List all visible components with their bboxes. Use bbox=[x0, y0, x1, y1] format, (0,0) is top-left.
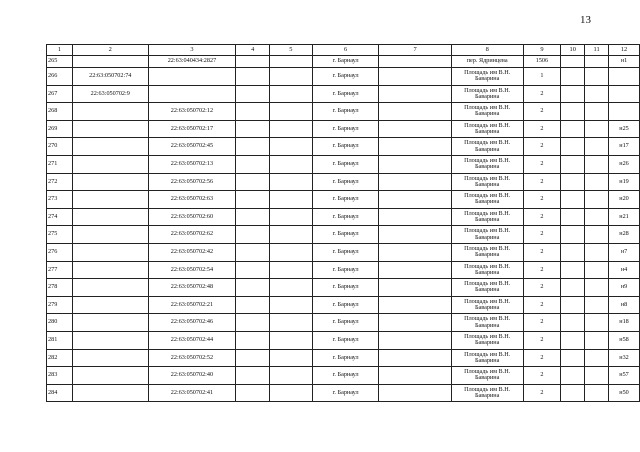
column-11-cell bbox=[585, 261, 609, 279]
city-cell: г. Барнаул bbox=[312, 331, 379, 349]
column-10-cell bbox=[561, 208, 585, 226]
prior-cadastral-number-cell bbox=[72, 296, 148, 314]
table-row bbox=[47, 384, 640, 402]
table-row bbox=[47, 120, 640, 138]
number-cell: 2 bbox=[523, 349, 561, 367]
column-5-cell bbox=[270, 243, 313, 261]
row-number-cell: 282 bbox=[47, 349, 73, 367]
table-row bbox=[47, 138, 640, 156]
column-5-cell bbox=[270, 191, 313, 209]
city-cell: г. Барнаул bbox=[312, 367, 379, 385]
column-10-cell bbox=[561, 120, 585, 138]
prior-cadastral-number-cell: 22:63:050702:74 bbox=[72, 68, 148, 86]
city-cell: г. Барнаул bbox=[312, 349, 379, 367]
column-5-cell bbox=[270, 314, 313, 332]
city-cell: г. Барнаул bbox=[312, 68, 379, 86]
cadastral-number-cell: 22:63:050702:42 bbox=[148, 243, 236, 261]
column-10-cell bbox=[561, 68, 585, 86]
city-cell: г. Барнаул bbox=[312, 279, 379, 297]
row-number-cell: 279 bbox=[47, 296, 73, 314]
table-row bbox=[47, 208, 640, 226]
row-number-cell: 278 bbox=[47, 279, 73, 297]
designation-cell bbox=[609, 68, 640, 86]
prior-cadastral-number-cell bbox=[72, 314, 148, 332]
column-11-cell bbox=[585, 296, 609, 314]
table-row bbox=[47, 103, 640, 121]
designation-cell bbox=[609, 103, 640, 121]
number-cell: 2 bbox=[523, 331, 561, 349]
column-5-cell bbox=[270, 296, 313, 314]
column-header: 2 bbox=[72, 45, 148, 56]
column-10-cell bbox=[561, 384, 585, 402]
column-5-cell bbox=[270, 173, 313, 191]
column-11-cell bbox=[585, 56, 609, 68]
number-cell: 2 bbox=[523, 208, 561, 226]
city-cell: г. Барнаул bbox=[312, 191, 379, 209]
header-row bbox=[47, 45, 640, 56]
row-number-cell: 284 bbox=[47, 384, 73, 402]
table-row bbox=[47, 191, 640, 209]
row-number-cell: 280 bbox=[47, 314, 73, 332]
column-7-cell bbox=[379, 261, 451, 279]
table-row bbox=[47, 243, 640, 261]
column-header: 9 bbox=[523, 45, 561, 56]
number-cell: 2 bbox=[523, 173, 561, 191]
column-10-cell bbox=[561, 191, 585, 209]
column-header: 3 bbox=[148, 45, 236, 56]
column-11-cell bbox=[585, 120, 609, 138]
column-7-cell bbox=[379, 138, 451, 156]
row-number-cell: 265 bbox=[47, 56, 73, 68]
column-7-cell bbox=[379, 331, 451, 349]
prior-cadastral-number-cell bbox=[72, 120, 148, 138]
cadastral-number-cell: 22:63:050702:48 bbox=[148, 279, 236, 297]
number-cell: 2 bbox=[523, 120, 561, 138]
designation-cell bbox=[609, 85, 640, 103]
column-5-cell bbox=[270, 331, 313, 349]
column-10-cell bbox=[561, 226, 585, 244]
prior-cadastral-number-cell bbox=[72, 191, 148, 209]
column-4-cell bbox=[236, 279, 270, 297]
column-7-cell bbox=[379, 243, 451, 261]
designation-cell: н7 bbox=[609, 243, 640, 261]
city-cell: г. Барнаул bbox=[312, 243, 379, 261]
column-10-cell bbox=[561, 261, 585, 279]
city-cell: г. Барнаул bbox=[312, 314, 379, 332]
cadastral-number-cell bbox=[148, 85, 236, 103]
number-cell: 2 bbox=[523, 85, 561, 103]
column-11-cell bbox=[585, 155, 609, 173]
prior-cadastral-number-cell bbox=[72, 173, 148, 191]
column-7-cell bbox=[379, 314, 451, 332]
cadastral-number-cell: 22:63:050702:40 bbox=[148, 367, 236, 385]
cadastral-number-cell: 22:63:050702:44 bbox=[148, 331, 236, 349]
address-cell: Площадь им В.Н. Баварина bbox=[451, 191, 523, 209]
prior-cadastral-number-cell bbox=[72, 103, 148, 121]
row-number-cell: 269 bbox=[47, 120, 73, 138]
column-4-cell bbox=[236, 296, 270, 314]
column-7-cell bbox=[379, 296, 451, 314]
cadastral-number-cell bbox=[148, 68, 236, 86]
prior-cadastral-number-cell bbox=[72, 331, 148, 349]
column-11-cell bbox=[585, 384, 609, 402]
address-cell: Площадь им В.Н. Баварина bbox=[451, 103, 523, 121]
number-cell: 1 bbox=[523, 68, 561, 86]
column-10-cell bbox=[561, 296, 585, 314]
designation-cell: н4 bbox=[609, 261, 640, 279]
designation-cell: н1 bbox=[609, 56, 640, 68]
prior-cadastral-number-cell bbox=[72, 138, 148, 156]
column-11-cell bbox=[585, 191, 609, 209]
column-10-cell bbox=[561, 155, 585, 173]
row-number-cell: 273 bbox=[47, 191, 73, 209]
column-5-cell bbox=[270, 85, 313, 103]
designation-cell: н25 bbox=[609, 120, 640, 138]
column-11-cell bbox=[585, 349, 609, 367]
column-4-cell bbox=[236, 367, 270, 385]
prior-cadastral-number-cell bbox=[72, 384, 148, 402]
address-cell: Площадь им В.Н. Баварина bbox=[451, 226, 523, 244]
prior-cadastral-number-cell bbox=[72, 155, 148, 173]
address-cell: Площадь им В.Н. Баварина bbox=[451, 85, 523, 103]
column-header: 1 bbox=[47, 45, 73, 56]
column-11-cell bbox=[585, 208, 609, 226]
cadastral-number-cell: 22:63:050702:54 bbox=[148, 261, 236, 279]
address-cell: Площадь им В.Н. Баварина bbox=[451, 68, 523, 86]
column-5-cell bbox=[270, 384, 313, 402]
column-7-cell bbox=[379, 191, 451, 209]
column-10-cell bbox=[561, 367, 585, 385]
column-4-cell bbox=[236, 85, 270, 103]
table-row bbox=[47, 367, 640, 385]
column-7-cell bbox=[379, 367, 451, 385]
row-number-cell: 270 bbox=[47, 138, 73, 156]
prior-cadastral-number-cell bbox=[72, 226, 148, 244]
column-header: 11 bbox=[585, 45, 609, 56]
designation-cell: н28 bbox=[609, 226, 640, 244]
address-cell: Площадь им В.Н. Баварина bbox=[451, 261, 523, 279]
number-cell: 2 bbox=[523, 261, 561, 279]
city-cell: г. Барнаул bbox=[312, 56, 379, 68]
row-number-cell: 276 bbox=[47, 243, 73, 261]
cadastral-number-cell: 22:63:050702:13 bbox=[148, 155, 236, 173]
column-7-cell bbox=[379, 56, 451, 68]
number-cell: 2 bbox=[523, 384, 561, 402]
prior-cadastral-number-cell bbox=[72, 279, 148, 297]
cadastral-number-cell: 22:63:050702:45 bbox=[148, 138, 236, 156]
table-row bbox=[47, 173, 640, 191]
designation-cell: н32 bbox=[609, 349, 640, 367]
cadastral-number-cell: 22:63:040434:2827 bbox=[148, 56, 236, 68]
address-cell: Площадь им В.Н. Баварина bbox=[451, 367, 523, 385]
column-5-cell bbox=[270, 138, 313, 156]
column-4-cell bbox=[236, 261, 270, 279]
table-row bbox=[47, 279, 640, 297]
column-10-cell bbox=[561, 314, 585, 332]
column-4-cell bbox=[236, 173, 270, 191]
column-5-cell bbox=[270, 279, 313, 297]
column-10-cell bbox=[561, 279, 585, 297]
column-7-cell bbox=[379, 155, 451, 173]
registry-table bbox=[46, 44, 640, 402]
column-7-cell bbox=[379, 68, 451, 86]
row-number-cell: 274 bbox=[47, 208, 73, 226]
column-5-cell bbox=[270, 155, 313, 173]
prior-cadastral-number-cell bbox=[72, 367, 148, 385]
column-7-cell bbox=[379, 85, 451, 103]
prior-cadastral-number-cell bbox=[72, 208, 148, 226]
column-10-cell bbox=[561, 173, 585, 191]
cadastral-number-cell: 22:63:050702:21 bbox=[148, 296, 236, 314]
city-cell: г. Барнаул bbox=[312, 261, 379, 279]
row-number-cell: 266 bbox=[47, 68, 73, 86]
table-row bbox=[47, 261, 640, 279]
cadastral-number-cell: 22:63:050702:17 bbox=[148, 120, 236, 138]
column-7-cell bbox=[379, 349, 451, 367]
row-number-cell: 271 bbox=[47, 155, 73, 173]
cadastral-number-cell: 22:63:050702:62 bbox=[148, 226, 236, 244]
column-10-cell bbox=[561, 349, 585, 367]
column-11-cell bbox=[585, 103, 609, 121]
column-7-cell bbox=[379, 384, 451, 402]
number-cell: 1506 bbox=[523, 56, 561, 68]
table-row bbox=[47, 68, 640, 86]
column-7-cell bbox=[379, 173, 451, 191]
column-header: 12 bbox=[609, 45, 640, 56]
prior-cadastral-number-cell bbox=[72, 261, 148, 279]
column-7-cell bbox=[379, 208, 451, 226]
column-5-cell bbox=[270, 226, 313, 244]
cadastral-number-cell: 22:63:050702:46 bbox=[148, 314, 236, 332]
column-11-cell bbox=[585, 226, 609, 244]
city-cell: г. Барнаул bbox=[312, 384, 379, 402]
column-7-cell bbox=[379, 120, 451, 138]
column-4-cell bbox=[236, 349, 270, 367]
column-10-cell bbox=[561, 56, 585, 68]
table-body bbox=[47, 56, 640, 402]
number-cell: 2 bbox=[523, 243, 561, 261]
designation-cell: н18 bbox=[609, 314, 640, 332]
column-5-cell bbox=[270, 103, 313, 121]
column-4-cell bbox=[236, 314, 270, 332]
column-11-cell bbox=[585, 85, 609, 103]
column-11-cell bbox=[585, 173, 609, 191]
city-cell: г. Барнаул bbox=[312, 296, 379, 314]
column-header: 10 bbox=[561, 45, 585, 56]
column-11-cell bbox=[585, 68, 609, 86]
address-cell: Площадь им В.Н. Баварина bbox=[451, 384, 523, 402]
cadastral-number-cell: 22:63:050702:63 bbox=[148, 191, 236, 209]
column-4-cell bbox=[236, 56, 270, 68]
address-cell: Площадь им В.Н. Баварина bbox=[451, 173, 523, 191]
designation-cell: н9 bbox=[609, 279, 640, 297]
designation-cell: н26 bbox=[609, 155, 640, 173]
designation-cell: н20 bbox=[609, 191, 640, 209]
column-7-cell bbox=[379, 226, 451, 244]
city-cell: г. Барнаул bbox=[312, 103, 379, 121]
city-cell: г. Барнаул bbox=[312, 138, 379, 156]
column-5-cell bbox=[270, 208, 313, 226]
column-11-cell bbox=[585, 243, 609, 261]
column-4-cell bbox=[236, 191, 270, 209]
column-4-cell bbox=[236, 243, 270, 261]
column-11-cell bbox=[585, 138, 609, 156]
column-4-cell bbox=[236, 226, 270, 244]
row-number-cell: 272 bbox=[47, 173, 73, 191]
address-cell: Площадь им В.Н. Баварина bbox=[451, 138, 523, 156]
column-10-cell bbox=[561, 103, 585, 121]
column-10-cell bbox=[561, 243, 585, 261]
cadastral-number-cell: 22:63:050702:12 bbox=[148, 103, 236, 121]
address-cell: Площадь им В.Н. Баварина bbox=[451, 279, 523, 297]
column-5-cell bbox=[270, 68, 313, 86]
cadastral-number-cell: 22:63:050702:60 bbox=[148, 208, 236, 226]
address-cell: Площадь им В.Н. Баварина bbox=[451, 331, 523, 349]
table-row bbox=[47, 155, 640, 173]
number-cell: 2 bbox=[523, 296, 561, 314]
city-cell: г. Барнаул bbox=[312, 226, 379, 244]
row-number-cell: 283 bbox=[47, 367, 73, 385]
table-row bbox=[47, 349, 640, 367]
column-11-cell bbox=[585, 314, 609, 332]
number-cell: 2 bbox=[523, 226, 561, 244]
page-number: 13 bbox=[580, 14, 591, 26]
prior-cadastral-number-cell bbox=[72, 56, 148, 68]
table-row bbox=[47, 296, 640, 314]
designation-cell: н8 bbox=[609, 296, 640, 314]
column-10-cell bbox=[561, 85, 585, 103]
address-cell: Площадь им В.Н. Баварина bbox=[451, 314, 523, 332]
address-cell: Площадь им В.Н. Баварина bbox=[451, 296, 523, 314]
column-5-cell bbox=[270, 367, 313, 385]
address-cell: Площадь им В.Н. Баварина bbox=[451, 349, 523, 367]
designation-cell: н19 bbox=[609, 173, 640, 191]
city-cell: г. Барнаул bbox=[312, 120, 379, 138]
cadastral-number-cell: 22:63:050702:56 bbox=[148, 173, 236, 191]
column-10-cell bbox=[561, 331, 585, 349]
city-cell: г. Барнаул bbox=[312, 208, 379, 226]
number-cell: 2 bbox=[523, 138, 561, 156]
column-4-cell bbox=[236, 208, 270, 226]
city-cell: г. Барнаул bbox=[312, 85, 379, 103]
column-5-cell bbox=[270, 56, 313, 68]
row-number-cell: 268 bbox=[47, 103, 73, 121]
column-7-cell bbox=[379, 279, 451, 297]
column-10-cell bbox=[561, 138, 585, 156]
column-11-cell bbox=[585, 367, 609, 385]
table-row bbox=[47, 331, 640, 349]
row-number-cell: 281 bbox=[47, 331, 73, 349]
prior-cadastral-number-cell bbox=[72, 243, 148, 261]
prior-cadastral-number-cell bbox=[72, 349, 148, 367]
column-4-cell bbox=[236, 331, 270, 349]
row-number-cell: 277 bbox=[47, 261, 73, 279]
table-row bbox=[47, 226, 640, 244]
column-5-cell bbox=[270, 120, 313, 138]
number-cell: 2 bbox=[523, 367, 561, 385]
column-header: 7 bbox=[379, 45, 451, 56]
address-cell: Площадь им В.Н. Баварина bbox=[451, 243, 523, 261]
row-number-cell: 275 bbox=[47, 226, 73, 244]
prior-cadastral-number-cell: 22:63:050702:9 bbox=[72, 85, 148, 103]
column-11-cell bbox=[585, 331, 609, 349]
designation-cell: н58 bbox=[609, 331, 640, 349]
cadastral-number-cell: 22:63:050702:52 bbox=[148, 349, 236, 367]
address-cell: Площадь им В.Н. Баварина bbox=[451, 208, 523, 226]
address-cell: Площадь им В.Н. Баварина bbox=[451, 120, 523, 138]
number-cell: 2 bbox=[523, 279, 561, 297]
column-5-cell bbox=[270, 261, 313, 279]
number-cell: 2 bbox=[523, 314, 561, 332]
column-header: 8 bbox=[451, 45, 523, 56]
designation-cell: н17 bbox=[609, 138, 640, 156]
column-header: 5 bbox=[270, 45, 313, 56]
column-header: 6 bbox=[312, 45, 379, 56]
column-4-cell bbox=[236, 120, 270, 138]
city-cell: г. Барнаул bbox=[312, 155, 379, 173]
designation-cell: н50 bbox=[609, 384, 640, 402]
cadastral-number-cell: 22:63:050702:41 bbox=[148, 384, 236, 402]
number-cell: 2 bbox=[523, 191, 561, 209]
table-row bbox=[47, 314, 640, 332]
row-number-cell: 267 bbox=[47, 85, 73, 103]
column-4-cell bbox=[236, 384, 270, 402]
column-11-cell bbox=[585, 279, 609, 297]
column-4-cell bbox=[236, 155, 270, 173]
address-cell: пер. Ядринцева bbox=[451, 56, 523, 68]
column-5-cell bbox=[270, 349, 313, 367]
address-cell: Площадь им В.Н. Баварина bbox=[451, 155, 523, 173]
column-header: 4 bbox=[236, 45, 270, 56]
table-row bbox=[47, 85, 640, 103]
number-cell: 2 bbox=[523, 103, 561, 121]
city-cell: г. Барнаул bbox=[312, 173, 379, 191]
designation-cell: н21 bbox=[609, 208, 640, 226]
table-row bbox=[47, 56, 640, 68]
column-7-cell bbox=[379, 103, 451, 121]
column-4-cell bbox=[236, 68, 270, 86]
number-cell: 2 bbox=[523, 155, 561, 173]
column-4-cell bbox=[236, 138, 270, 156]
designation-cell: н57 bbox=[609, 367, 640, 385]
column-4-cell bbox=[236, 103, 270, 121]
